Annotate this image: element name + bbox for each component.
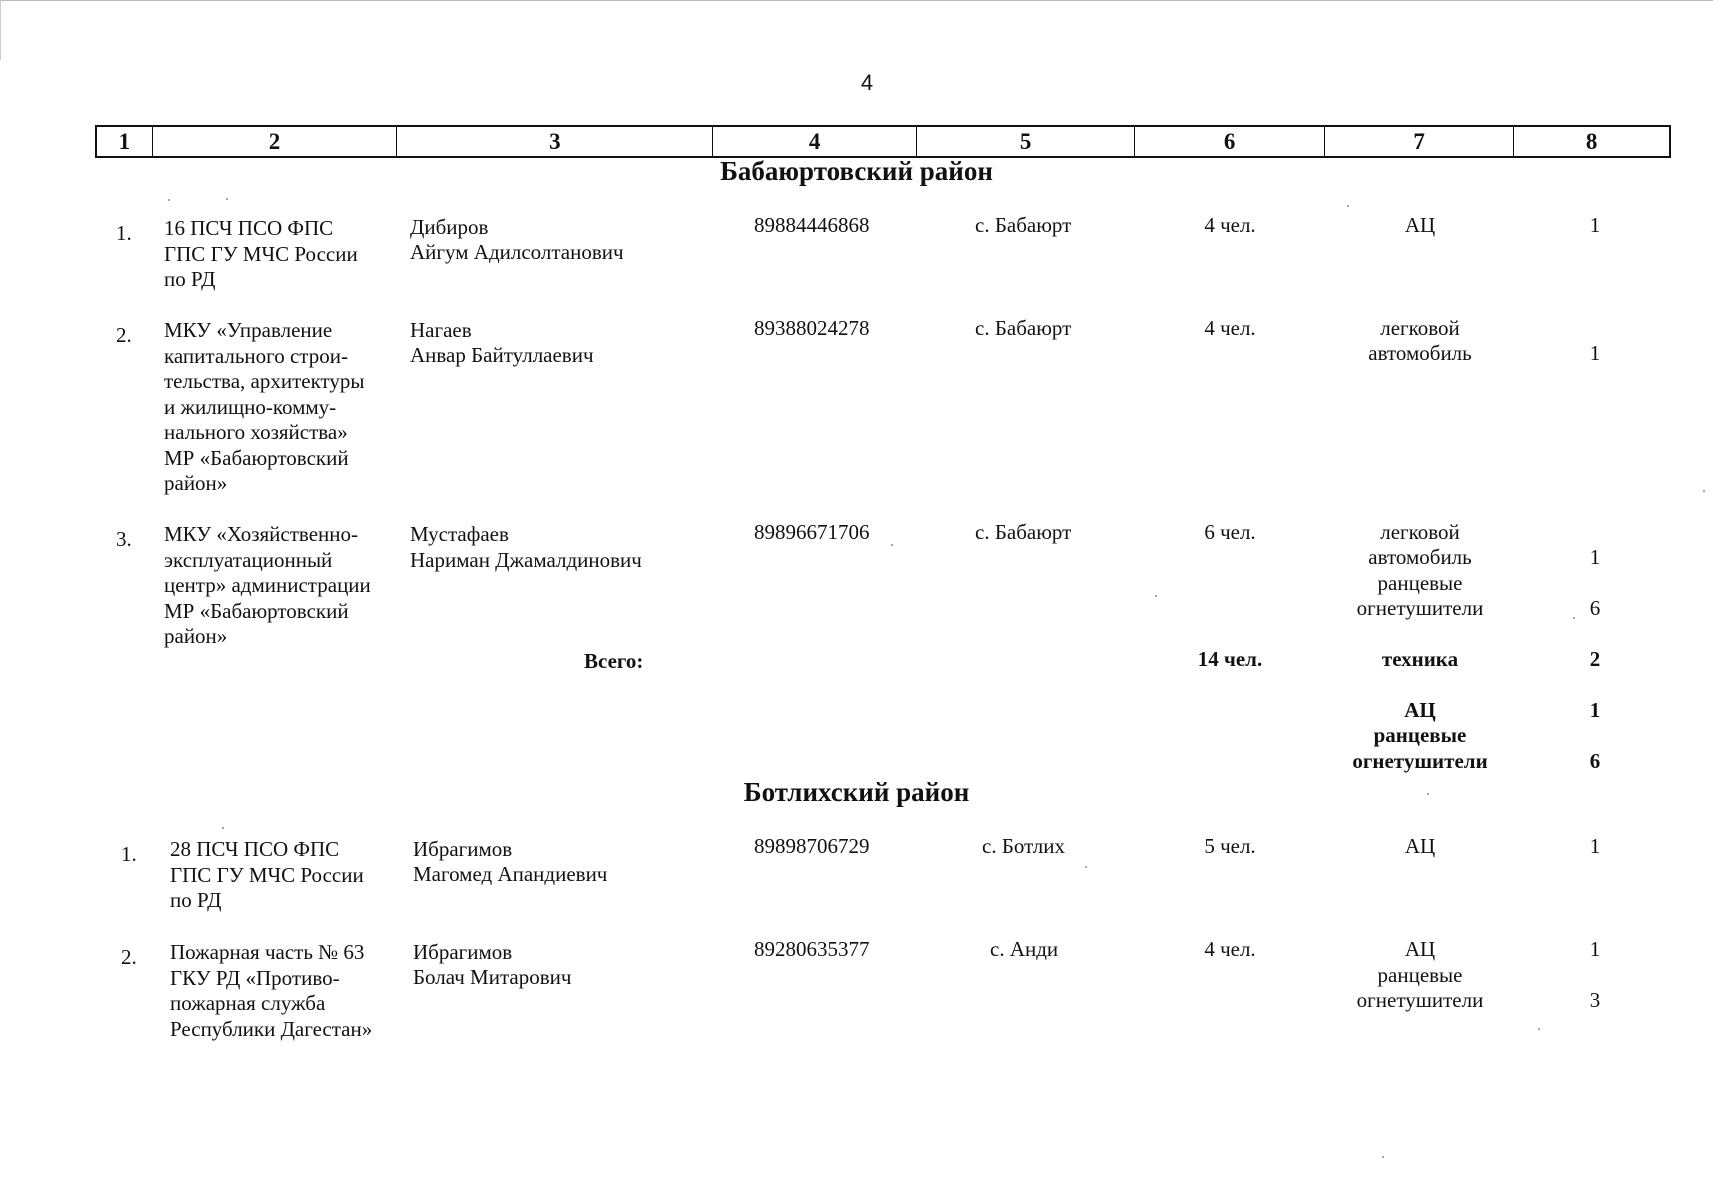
equipment-count: 1: [1589, 213, 1601, 237]
person-name: Нариман Джамалдинович: [410, 548, 642, 572]
organization-cell: [164, 318, 388, 497]
phone-number: 89898706729: [754, 834, 870, 858]
equipment-line: автомобиль: [1368, 545, 1472, 569]
total-equipment-name: ранцевые: [1373, 723, 1467, 747]
scan-speck: [1427, 793, 1429, 795]
column-header-3: 3: [397, 127, 713, 156]
organization-line: по РД: [164, 267, 216, 291]
total-equipment-name: огнетушители: [1352, 749, 1488, 773]
equipment-line: легковой: [1380, 316, 1460, 340]
phone-number: 89896671706: [754, 520, 870, 544]
equipment-count: 3: [1589, 988, 1601, 1012]
person-surname: Ибрагимов: [413, 940, 513, 964]
organization-line: район»: [164, 624, 228, 648]
phone-number: 89280635377: [754, 937, 870, 961]
staff-count: 6 чел.: [1204, 520, 1256, 544]
page-left-edge: [0, 0, 1, 60]
person-name: Анвар Байтуллаевич: [410, 343, 594, 367]
staff-count: 5 чел.: [1204, 834, 1256, 858]
person-name: Магомед Апандиевич: [413, 862, 608, 886]
column-header-5: 5: [917, 127, 1135, 156]
scan-speck: [891, 544, 893, 546]
equipment-line: АЦ: [1404, 213, 1436, 237]
scan-speck: [1573, 617, 1575, 619]
settlement: с. Бабаюрт: [975, 520, 1072, 544]
staff-count: 4 чел.: [1204, 937, 1256, 961]
person-surname: Ибрагимов: [413, 837, 513, 861]
scan-speck: [1085, 866, 1087, 868]
column-header-4: 4: [713, 127, 916, 156]
staff-count: 4 чел.: [1204, 213, 1256, 237]
organization-line: ГПС ГУ МЧС России: [164, 241, 358, 266]
page-top-edge: [0, 0, 1713, 1]
column-header-8: 8: [1585, 129, 1598, 154]
person-surname: Нагаев: [410, 318, 472, 342]
column-header-6: 6: [1135, 127, 1325, 156]
equipment-line: огнетушители: [1356, 596, 1484, 620]
organization-line: центр» администрации: [164, 573, 371, 597]
total-equipment-count: 2: [1589, 647, 1601, 671]
phone-number: 89388024278: [754, 316, 870, 340]
organization-line: МКУ «Управление: [164, 318, 333, 342]
row-number: 3.: [116, 527, 132, 551]
organization-line: тельства, архитектуры: [164, 369, 365, 393]
total-equipment-count: 1: [1589, 698, 1601, 722]
column-header-7: 7: [1325, 127, 1515, 156]
organization-cell: [170, 837, 394, 914]
equipment-count: 6: [1589, 596, 1601, 620]
total-equipment-count: 6: [1589, 749, 1601, 773]
equipment-count: 1: [1589, 937, 1601, 961]
organization-line: Пожарная часть № 63: [170, 940, 365, 964]
scan-speck: [226, 198, 228, 200]
organization-cell: [164, 522, 388, 650]
equipment-line: АЦ: [1404, 834, 1436, 858]
organization-line: ГПС ГУ МЧС России: [170, 862, 364, 887]
staff-count: 4 чел.: [1204, 316, 1256, 340]
section-title-babayurt: Бабаюртовский район: [720, 156, 993, 186]
column-header-1: 1: [97, 127, 153, 156]
scan-speck: [1347, 205, 1349, 207]
total-staff: 14 чел.: [1197, 647, 1263, 671]
equipment-count: 1: [1589, 545, 1601, 569]
equipment-line: автомобиль: [1368, 341, 1472, 365]
organization-line: капитального строи-: [164, 343, 348, 368]
person-surname: Мустафаев: [410, 522, 509, 546]
scan-speck: [1538, 1028, 1540, 1030]
organization-line: МР «Бабаюртовский: [164, 598, 349, 623]
column-header-row: [95, 125, 1671, 158]
scan-speck: [1703, 490, 1705, 492]
equipment-line: огнетушители: [1356, 988, 1484, 1012]
total-equipment-name: техника: [1381, 647, 1459, 671]
column-header-2: 2: [153, 127, 397, 156]
scan-speck: [1155, 595, 1157, 597]
scan-speck: [168, 199, 170, 201]
total-equipment-name: АЦ: [1404, 698, 1436, 722]
row-number: 1.: [116, 221, 132, 245]
section-title-botlikh: Ботлихский район: [743, 777, 970, 807]
person-name: Айгум Адилсолтанович: [410, 240, 624, 264]
equipment-count: 1: [1589, 341, 1601, 365]
settlement: с. Бабаюрт: [975, 316, 1072, 340]
settlement: с. Анди: [990, 937, 1059, 961]
row-number: 2.: [116, 323, 132, 347]
settlement: с. Ботлих: [982, 834, 1065, 858]
phone-number: 89884446868: [754, 213, 870, 237]
equipment-line: легковой: [1380, 520, 1460, 544]
scan-speck: [222, 827, 224, 829]
equipment-line: ранцевые: [1377, 571, 1463, 595]
equipment-line: АЦ: [1404, 937, 1436, 961]
organization-line: Республики Дагестан»: [170, 1016, 373, 1041]
organization-line: нального хозяйства»: [164, 420, 348, 444]
organization-cell: [170, 940, 394, 1042]
organization-line: и жилищно-комму-: [164, 394, 337, 419]
organization-line: пожарная служба: [170, 991, 326, 1015]
scan-speck: [1382, 1156, 1384, 1158]
row-number: 2.: [121, 945, 137, 969]
organization-line: МР «Бабаюртовский: [164, 445, 349, 470]
organization-line: район»: [164, 471, 228, 495]
equipment-line: ранцевые: [1377, 963, 1463, 987]
person-surname: Дибиров: [410, 215, 489, 239]
organization-line: ГКУ РД «Противо-: [170, 965, 340, 990]
page-number: 4: [860, 70, 874, 95]
organization-cell: [164, 216, 388, 293]
organization-line: 16 ПСЧ ПСО ФПС: [164, 216, 334, 240]
organization-line: 28 ПСЧ ПСО ФПС: [170, 837, 340, 861]
total-label: Всего:: [584, 649, 644, 673]
row-number: 1.: [121, 842, 137, 866]
equipment-count: 1: [1589, 834, 1601, 858]
person-name: Болач Митарович: [413, 965, 572, 989]
organization-line: МКУ «Хозяйственно-: [164, 522, 358, 546]
organization-line: эксплуатационный: [164, 547, 333, 572]
settlement: с. Бабаюрт: [975, 213, 1072, 237]
organization-line: по РД: [170, 888, 222, 912]
